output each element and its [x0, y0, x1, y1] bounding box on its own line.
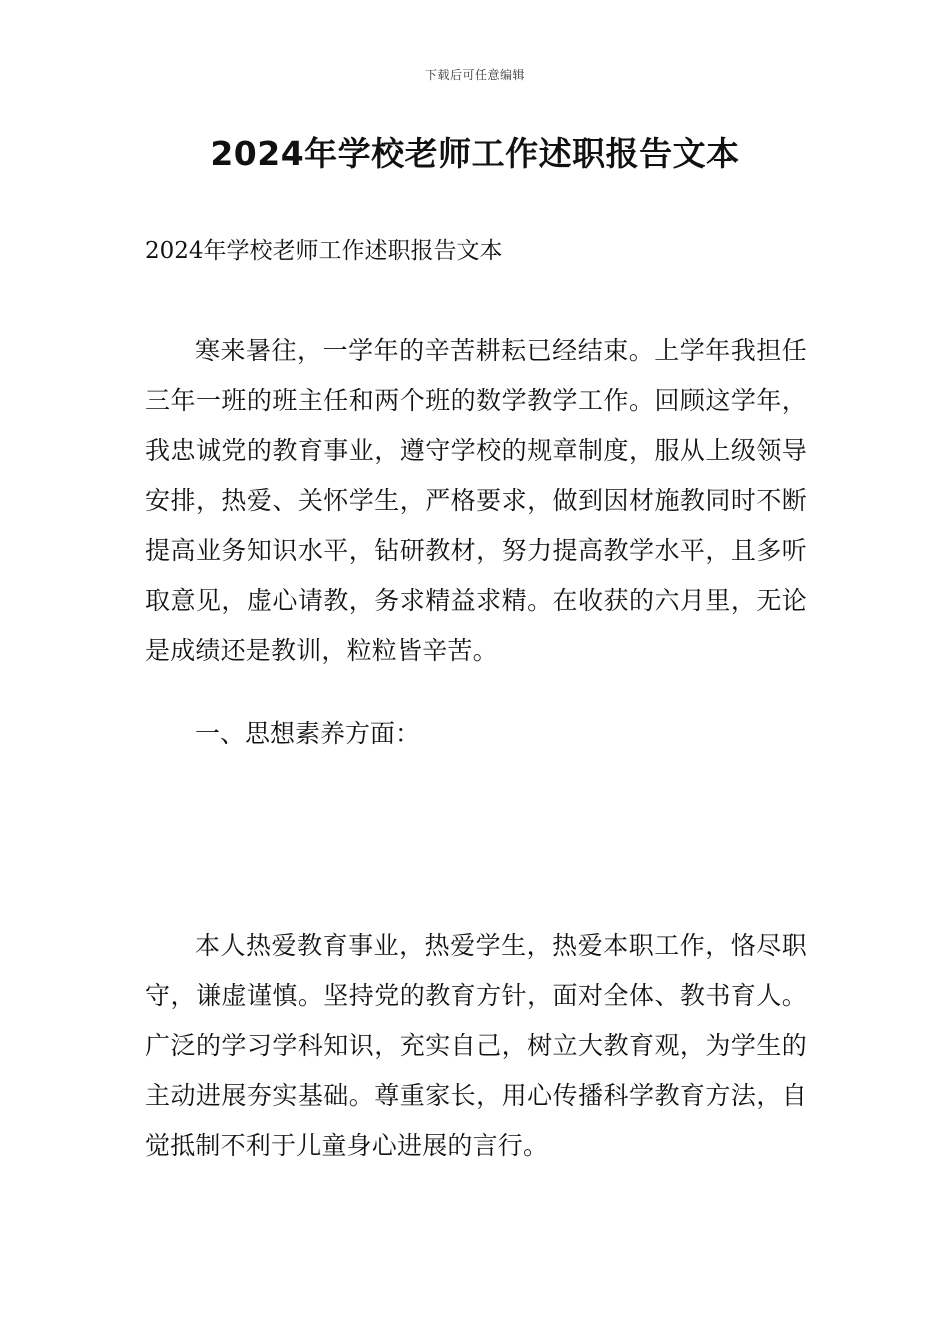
header-note: 下载后可任意编辑 [424, 68, 525, 82]
document-title: 2024年学校老师工作述职报告文本 [210, 134, 740, 173]
intro-paragraph: 寒来暑往，一学年的辛苦耕耘已经结束。上学年我担任三年一班的班主任和两个班的数学教学工作。回顾这学年，我忠诚党的教育事业，遵守学校的规章制度，服从上级领导安排，热爱、关怀学生，严格要求，做到因材施教同时不断提高业务知识水平，钻研教材，努力提高教学水平，且多听取意见，虚心请教，务求精益求精。在收获的六月里，无论是成绩还是教训，粒粒皆辛苦。 [145, 336, 807, 665]
section-heading-thought: 一、思想素养方面： [195, 719, 421, 748]
section-paragraph-thought: 本人热爱教育事业，热爱学生，热爱本职工作，恪尽职守，谦虚谨慎。坚持党的教育方针，面对全体、教书育人。广泛的学习学科知识，充实自己，树立大教育观，为学生的主动进展夯实基础。尊重家长，用心传播科学教育方法，自觉抵制不利于儿童身心进展的言行。 [145, 931, 807, 1160]
document-subtitle: 2024年学校老师工作述职报告文本 [145, 238, 503, 264]
